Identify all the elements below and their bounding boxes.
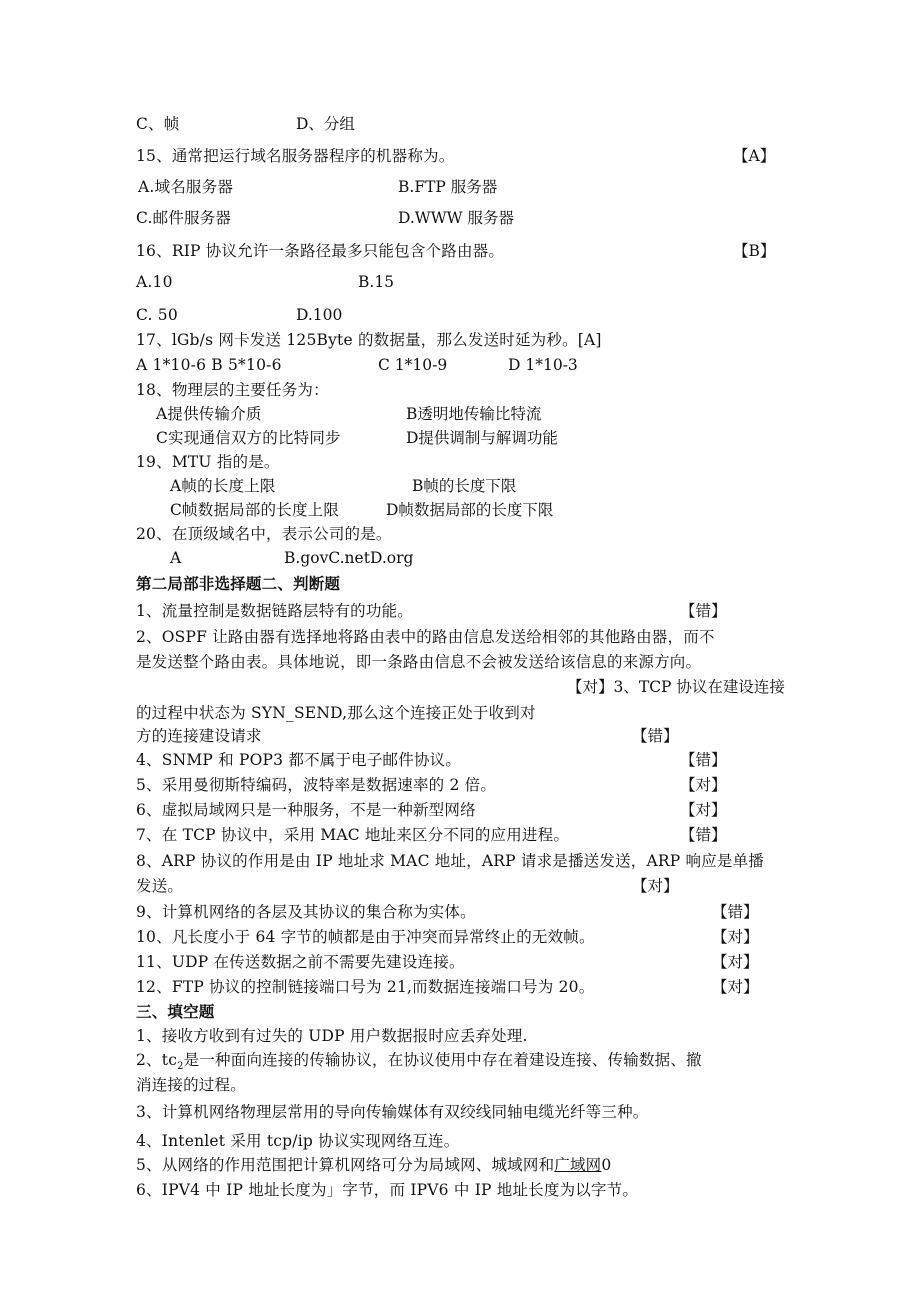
q19-option-b: B帧的长度下限 [412, 477, 517, 495]
fill2-rest: 是一种面向连接的传输协议，在协议使用中存在着建设连接、传输数据、撤 [183, 1051, 702, 1069]
q18-option-b: B透明地传输比特流 [406, 405, 542, 423]
tf9-text: 9、计算机网络的各层及其协议的集合称为实体。 [136, 903, 476, 921]
tf1-text: 1、流量控制是数据链路层特有的功能。 [136, 602, 413, 620]
q17-question: 17、lGb/s 网卡发送 125Byte 的数据量，那么发送时延为秒。[A] [136, 331, 602, 349]
tf10-text: 10、凡长度小于 64 字节的帧都是由于冲突而异常终止的无效帧。 [136, 928, 595, 946]
q16-option-b: B.15 [358, 273, 395, 291]
q15-option-c: C.邮件服务器 [136, 209, 232, 227]
tf12-answer: 【对】 [712, 978, 759, 996]
tf7-text: 7、在 TCP 协议中，采用 MAC 地址来区分不同的应用进程。 [136, 826, 570, 844]
q19-option-a: A帧的长度上限 [170, 477, 276, 495]
q20-question: 20、在顶级域名中，表示公司的是。 [136, 525, 392, 543]
q17-option-ab: A 1*10-6 B 5*10-6 [136, 356, 282, 374]
tf5-answer: 【对】 [680, 776, 727, 794]
tf3-line2: 方的连接建设请求 [136, 727, 262, 745]
q15-option-a: A.域名服务器 [138, 178, 234, 196]
q16-option-a: A.10 [136, 273, 173, 291]
tf8-answer: 【对】 [632, 877, 679, 895]
tf4-answer: 【错】 [680, 751, 727, 769]
fill2-subscript: 2 [177, 1061, 184, 1073]
tf2-line2: 是发送整个路由表。具体地说，即一条路由信息不会被发送给该信息的来源方向。 [136, 653, 702, 671]
fill5-answer-underlined: 广域网 [554, 1156, 602, 1174]
q15-option-b: B.FTP 服务器 [398, 178, 498, 196]
tf11-text: 11、UDP 在传送数据之前不需要先建设连接。 [136, 953, 465, 971]
q16-option-c: C. 50 [136, 306, 178, 324]
q14-option-d: D、分组 [296, 115, 355, 133]
fill4-text: 4、Intenlet 采用 tcp/ip 协议实现网络互连。 [136, 1132, 460, 1150]
tf2-line1: 2、OSPF 让路由器有选择地将路由表中的路由信息发送给相邻的其他路由器，而不 [136, 628, 715, 646]
tf3-answer: 【错】 [632, 727, 679, 745]
tf10-answer: 【对】 [712, 928, 759, 946]
q16-answer: 【B】 [733, 242, 776, 260]
tf5-text: 5、采用曼彻斯特编码，波特率是数据速率的 2 倍。 [136, 776, 497, 794]
tf1-answer: 【错】 [680, 602, 727, 620]
tf3-line1: 的过程中状态为 SYN_SEND,那么这个连接正处于收到对 [136, 704, 536, 722]
q17-option-c: C 1*10-9 [378, 356, 448, 374]
section3-heading: 三、填空题 [136, 1003, 215, 1021]
tf9-answer: 【错】 [712, 903, 759, 921]
q16-option-d: D.100 [296, 306, 343, 324]
q15-option-d: D.WWW 服务器 [398, 209, 515, 227]
q15-answer: 【A】 [733, 147, 776, 165]
tf6-answer: 【对】 [680, 801, 727, 819]
tf8-line1: 8、ARP 协议的作用是由 IP 地址求 MAC 地址，ARP 请求是播送发送，ARP 响应是单播 [136, 852, 765, 870]
tf8-line2: 发送。 [136, 877, 184, 895]
q17-option-d: D 1*10-3 [508, 356, 578, 374]
q18-option-c: C实现通信双方的比特同步 [156, 429, 341, 447]
q14-option-c: C、帧 [136, 115, 180, 133]
tf6-text: 6、虚拟局域网只是一种服务，不是一种新型网络 [136, 801, 476, 819]
tf7-answer: 【错】 [680, 826, 727, 844]
fill5-suffix: 0 [601, 1156, 612, 1174]
tf4-text: 4、SNMP 和 POP3 都不属于电子邮件协议。 [136, 751, 462, 769]
fill5-prefix: 5、从网络的作用范围把计算机网络可分为局域网、城域网和 [136, 1156, 555, 1174]
tf11-answer: 【对】 [712, 953, 759, 971]
q18-option-a: A提供传输介质 [156, 405, 262, 423]
fill1-text: 1、接收方收到有过失的 UDP 用户数据报时应丢弃处理. [136, 1027, 528, 1045]
q19-option-d: D帧数据局部的长度下限 [386, 501, 554, 519]
q15-question: 15、通常把运行域名服务器程序的机器称为。 [136, 147, 455, 165]
q20-option-a: A [170, 549, 182, 567]
tf12-text: 12、FTP 协议的控制链接端口号为 21,而数据连接端口号为 20。 [136, 978, 595, 996]
q20-option-rest: B.govC.netD.org [284, 549, 414, 567]
fill6-text: 6、IPV4 中 IP 地址长度为」字节，而 IPV6 中 IP 地址长度为以字节。 [136, 1181, 639, 1199]
tf2-answer-tf3-start: 【对】3、TCP 协议在建设连接 [567, 678, 785, 696]
fill2-line1 [136, 1050, 702, 1077]
q19-option-c: C帧数据局部的长度上限 [170, 501, 340, 519]
fill2-prefix: 2、tc [136, 1051, 178, 1069]
q18-question: 18、物理层的主要任务为： [136, 381, 329, 399]
fill2-line2: 消连接的过程。 [136, 1076, 246, 1094]
q18-option-d: D提供调制与解调功能 [406, 429, 558, 447]
section2-heading: 第二局部非选择题二、判断题 [136, 575, 341, 593]
fill5-text [136, 1155, 611, 1175]
q19-question: 19、MTU 指的是。 [136, 453, 280, 471]
fill3-text: 3、计算机网络物理层常用的导向传输媒体有双绞线同轴电缆光纤等三种。 [136, 1103, 649, 1121]
q16-question: 16、RIP 协议允许一条路径最多只能包含个路由器。 [136, 242, 505, 260]
